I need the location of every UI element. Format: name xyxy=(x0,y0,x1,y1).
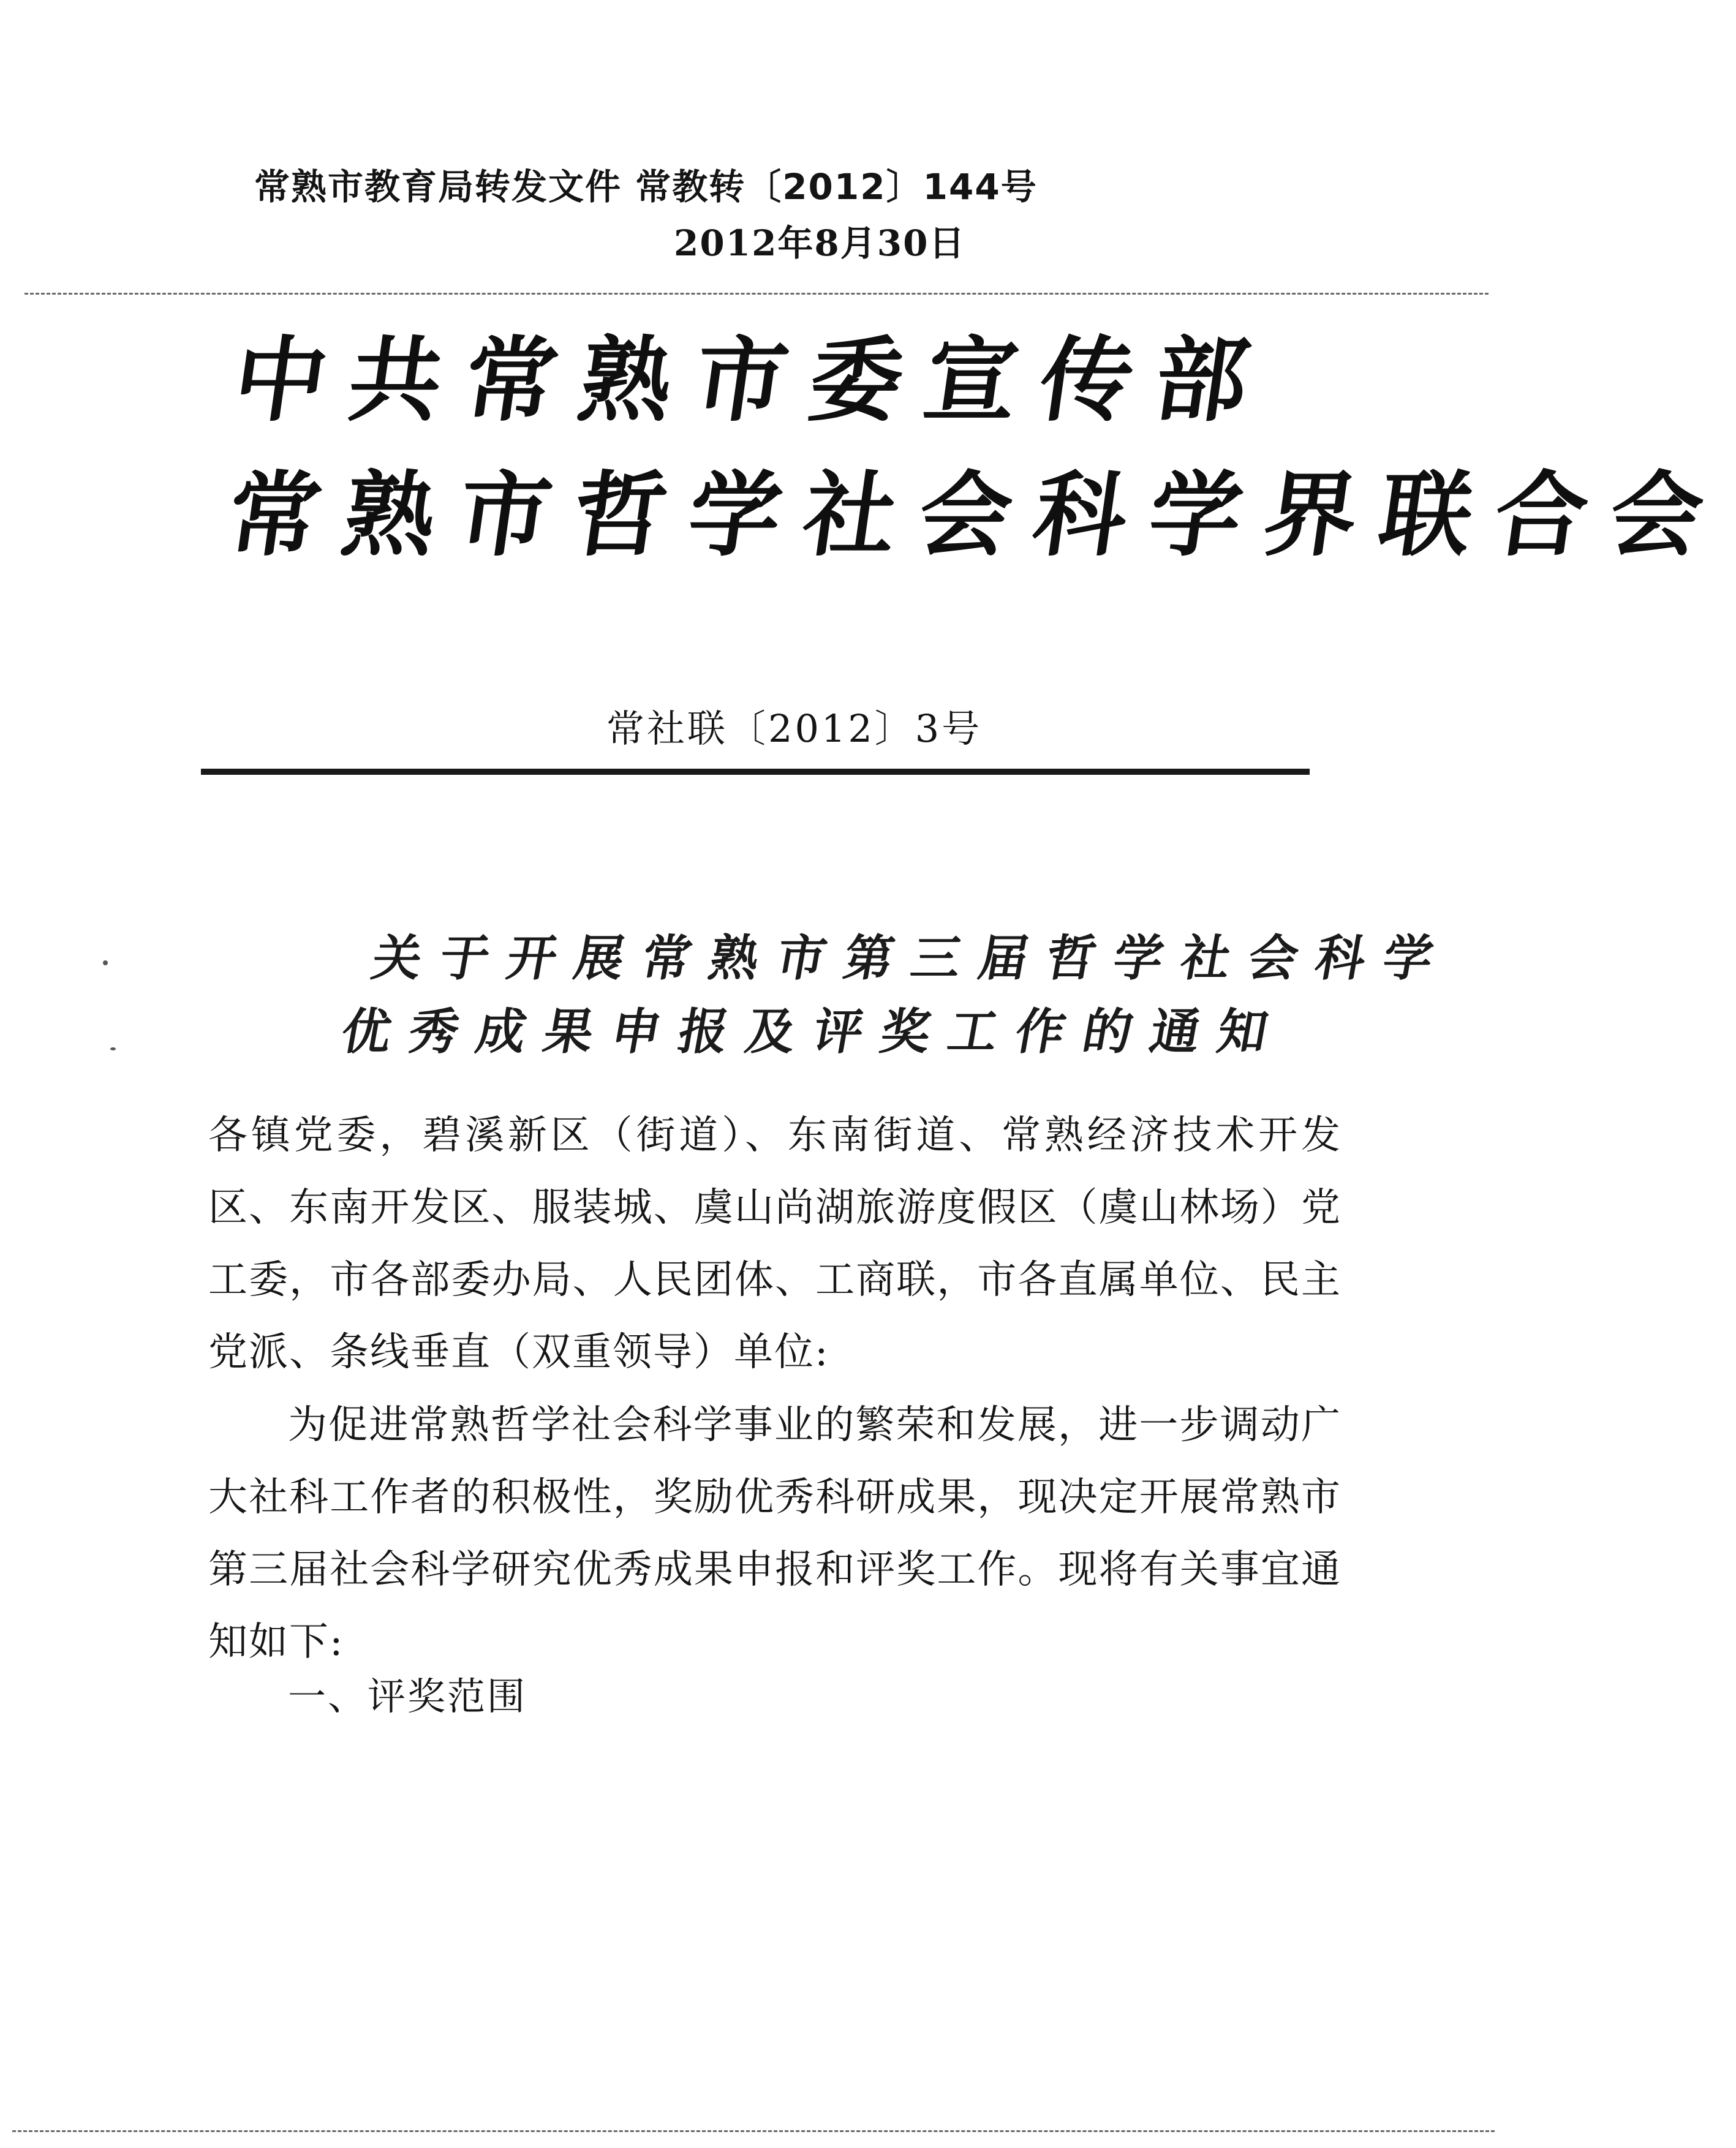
scan-bottom-line xyxy=(12,2130,1495,2132)
scan-divider-line xyxy=(25,293,1489,295)
notice-title-line1: 关于开展常熟市第三届哲学社会科学 xyxy=(368,929,1457,987)
masthead-propaganda-department: 中共常熟市委宣传部 xyxy=(227,326,1279,434)
notice-title-line2: 优秀成果申报及评奖工作的通知 xyxy=(337,1003,1291,1060)
scan-speck xyxy=(103,960,108,965)
masthead-social-sciences-federation: 常熟市哲学社会科学界联合会 xyxy=(221,461,1734,569)
section-heading-award-scope: 一、评奖范围 xyxy=(288,1674,527,1719)
purpose-paragraph: 为促进常熟哲学社会科学事业的繁荣和发展，进一步调动广大社科工作者的积极性，奖励优秀科研成果，现决定开展常熟市第三届社会科学研究优秀成果申报和评奖工作。现将有关事宜通知如下: xyxy=(208,1403,1342,1665)
forwarding-date: 2012年8月30日 xyxy=(674,222,966,264)
scan-speck xyxy=(110,1047,116,1050)
forwarding-file-line: 常熟市教育局转发文件 常教转〔2012〕144号 xyxy=(254,166,1038,208)
addressees-paragraph: 各镇党委，碧溪新区（街道）、东南街道、常熟经济技术开发区、东南开发区、服装城、虞山尚湖旅游度假区（虞山林场）党工委，市各部委办局、人民团体、工商联，市各直属单位、民主党派、条线垂直（双重领导）单位: xyxy=(208,1113,1342,1375)
masthead-rule xyxy=(201,769,1310,775)
document-number: 常社联〔2012〕3号 xyxy=(606,706,983,751)
